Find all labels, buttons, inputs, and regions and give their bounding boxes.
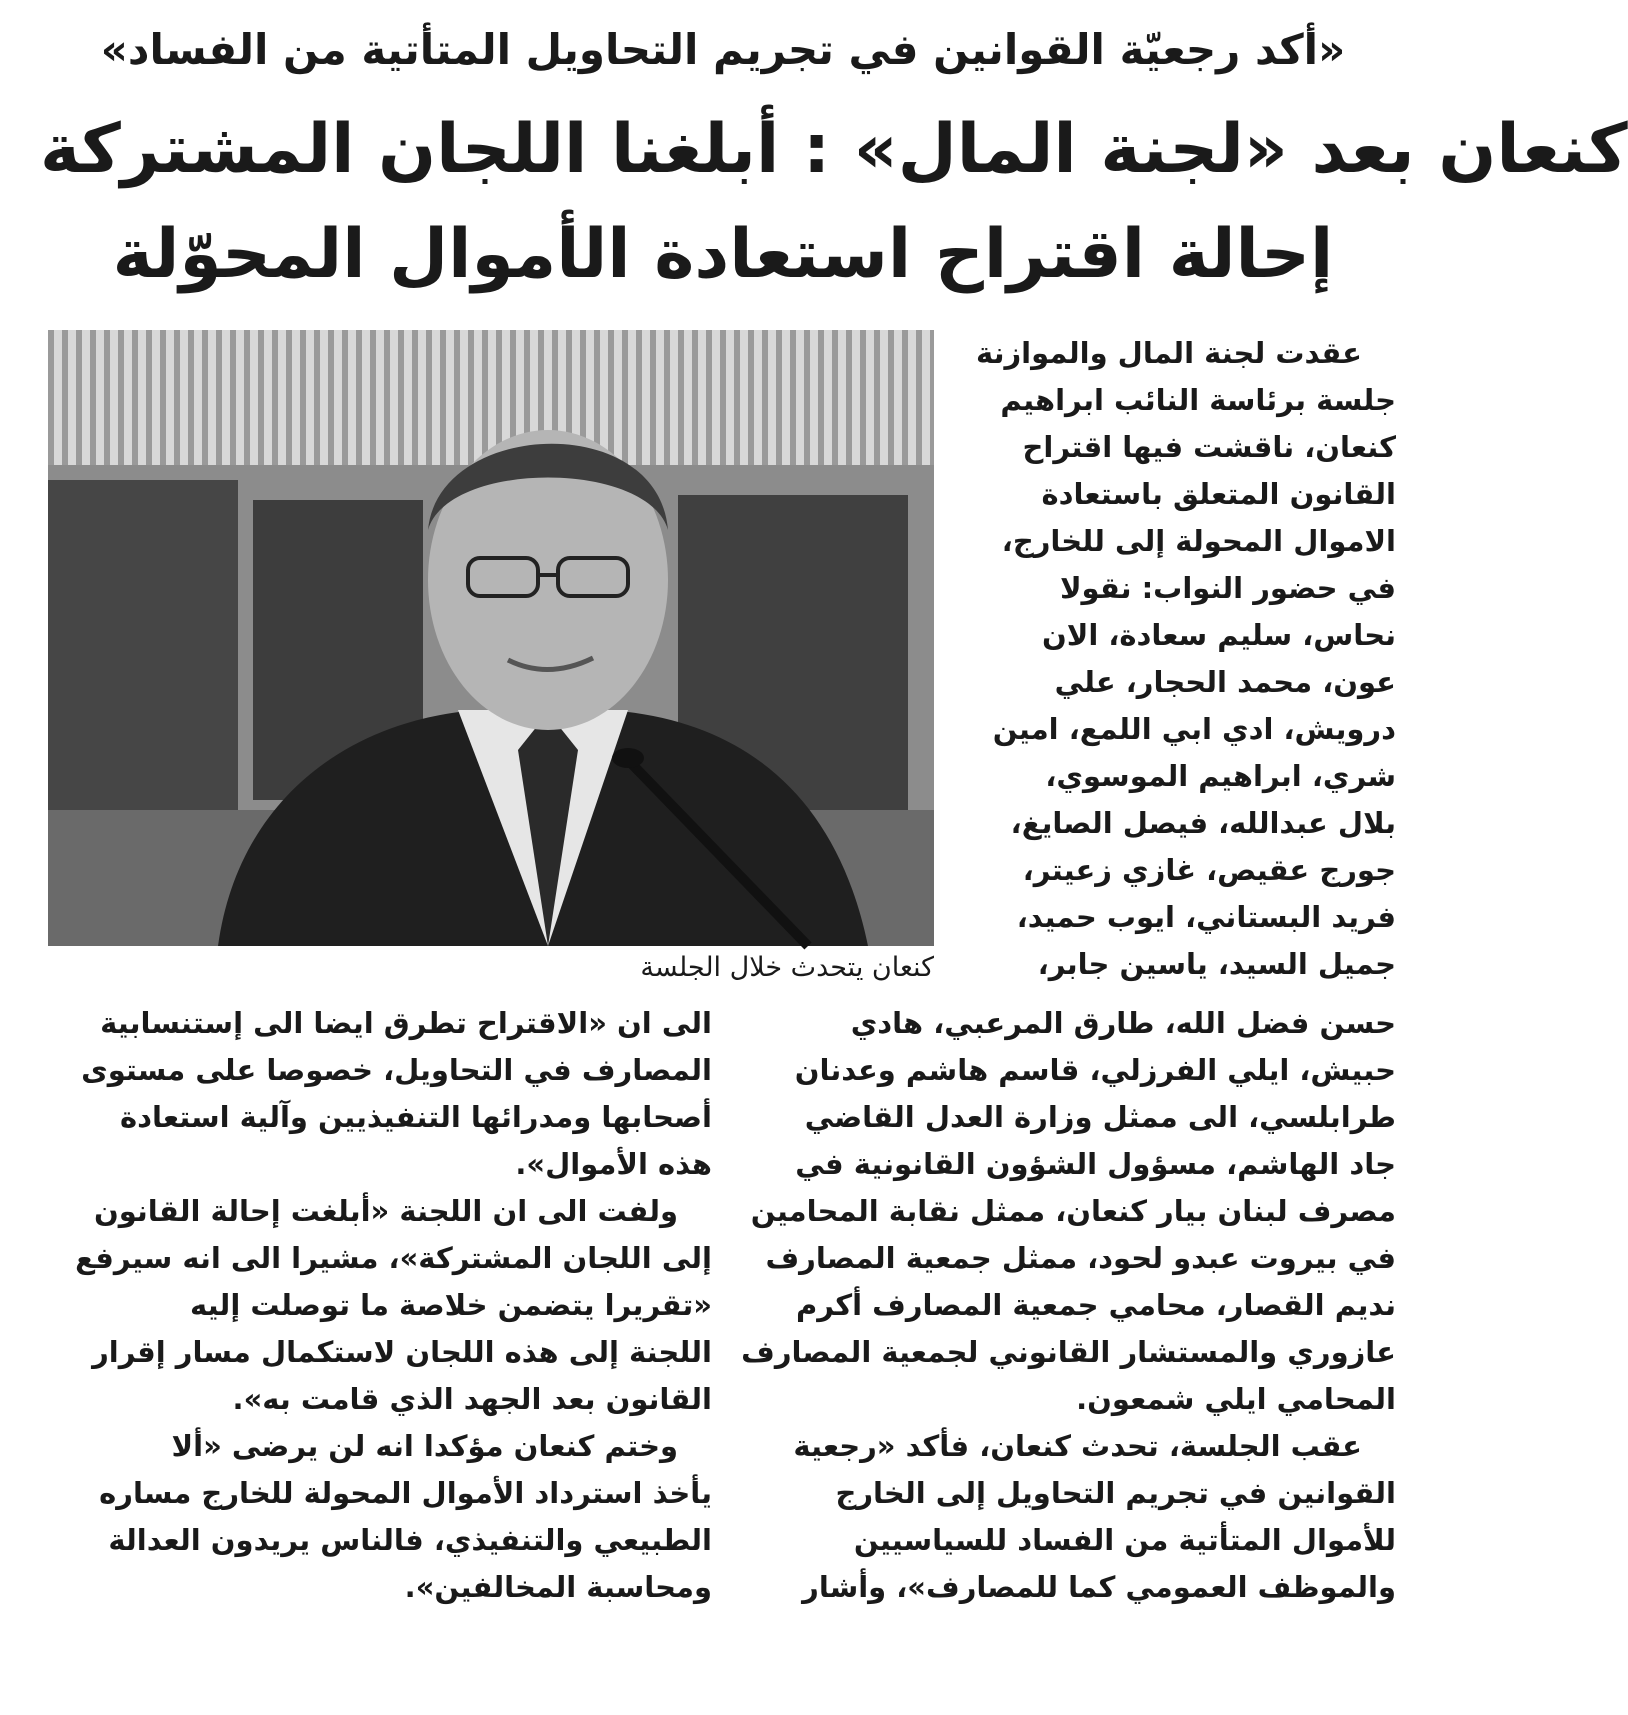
text-line: والموظف العمومي كما للمصارف»، وأشار [802,1570,1396,1604]
headline-line-1: كنعان بعد «لجنة المال» : أبلغنا اللجان المشتركة [40,110,1628,189]
text-line: عازوري والمستشار القانوني لجمعية المصارف [741,1335,1396,1369]
text-line: الاموال المحولة إلى للخارج، [1001,524,1396,558]
text-line: حبيش، ايلي الفرزلي، قاسم هاشم وعدنان [794,1053,1396,1087]
text-line: جميل السيد، ياسين جابر، [1037,947,1396,981]
text-line: طرابلسي، الى ممثل وزارة العدل القاضي [804,1100,1396,1134]
text-line: عقدت لجنة المال والموازنة [976,336,1362,370]
text-line: يأخذ استرداد الأموال المحولة للخارج مساره [99,1476,712,1510]
text-line: القانون المتعلق باستعادة [1041,477,1396,511]
photo-caption: كنعان يتحدث خلال الجلسة [640,952,934,983]
text-line: اللجنة إلى هذه اللجان لاستكمال مسار إقرار [92,1335,712,1369]
text-line: القوانين في تجريم التحاويل إلى الخارج [835,1476,1396,1510]
text-line: في حضور النواب: نقولا [1059,571,1396,605]
text-line: إلى اللجان المشتركة»، مشيرا الى انه سيرفع [75,1241,712,1275]
text-line: المحامي ايلي شمعون. [1076,1382,1396,1416]
text-line: درويش، ادي ابي اللمع، امين [992,712,1396,746]
text-line: جلسة برئاسة النائب ابراهيم [1000,383,1396,417]
text-line: في بيروت عبدو لحود، ممثل جمعية المصارف [765,1241,1396,1275]
text-line: كنعان، ناقشت فيها اقتراح [1022,430,1396,464]
text-line: ولفت الى ان اللجنة «أبلغت إحالة القانون [93,1194,678,1228]
article-photo [48,330,934,946]
article-kicker: «أكد رجعيّة القوانين في تجريم التحاويل المتأتية من الفساد» [100,25,1346,74]
text-line: أصحابها ومدرائها التنفيذيين وآلية استعادة [120,1100,712,1134]
text-line: عقب الجلسة، تحدث كنعان، فأكد «رجعية [793,1429,1362,1463]
text-line: هذه الأموال». [515,1147,712,1181]
article-column-right [962,330,1396,988]
text-line: جاد الهاشم، مسؤول الشؤون القانونية في [795,1147,1396,1181]
text-line: عون، محمد الحجار، علي [1054,665,1396,699]
text-line: فريد البستاني، ايوب حميد، [1016,900,1396,934]
text-line: الى ان «الاقتراح تطرق ايضا الى إستنسابية [100,1006,712,1040]
text-line: القانون بعد الجهد الذي قامت به». [232,1382,712,1416]
text-line: جورج عقيص، غازي زعيتر، [1022,853,1396,887]
article-column-left [48,1000,712,1611]
headline-line-2: إحالة اقتراح استعادة الأموال المحوّلة [112,215,1334,294]
text-line: الطبيعي والتنفيذي، فالناس يريدون العدالة [108,1523,712,1557]
text-line: نديم القصار، محامي جمعية المصارف أكرم [795,1288,1396,1322]
text-line: وختم كنعان مؤكدا انه لن يرضى «ألا [171,1429,678,1463]
text-line: شري، ابراهيم الموسوي، [1045,759,1396,793]
text-line: بلال عبدالله، فيصل الصايغ، [1010,806,1396,840]
text-line: المصارف في التحاويل، خصوصا على مستوى [81,1053,712,1087]
text-line: مصرف لبنان بيار كنعان، ممثل نقابة المحامين [750,1194,1396,1228]
text-line: حسن فضل الله، طارق المرعبي، هادي [850,1006,1396,1040]
text-line: نحاس، سليم سعادة، الان [1041,618,1396,652]
text-line: ومحاسبة المخالفين». [404,1570,712,1604]
article-column-middle [741,1000,1396,1611]
text-line: «تقريرا يتضمن خلاصة ما توصلت إليه [190,1288,712,1322]
text-line: للأموال المتأتية من الفساد للسياسيين [853,1523,1396,1557]
